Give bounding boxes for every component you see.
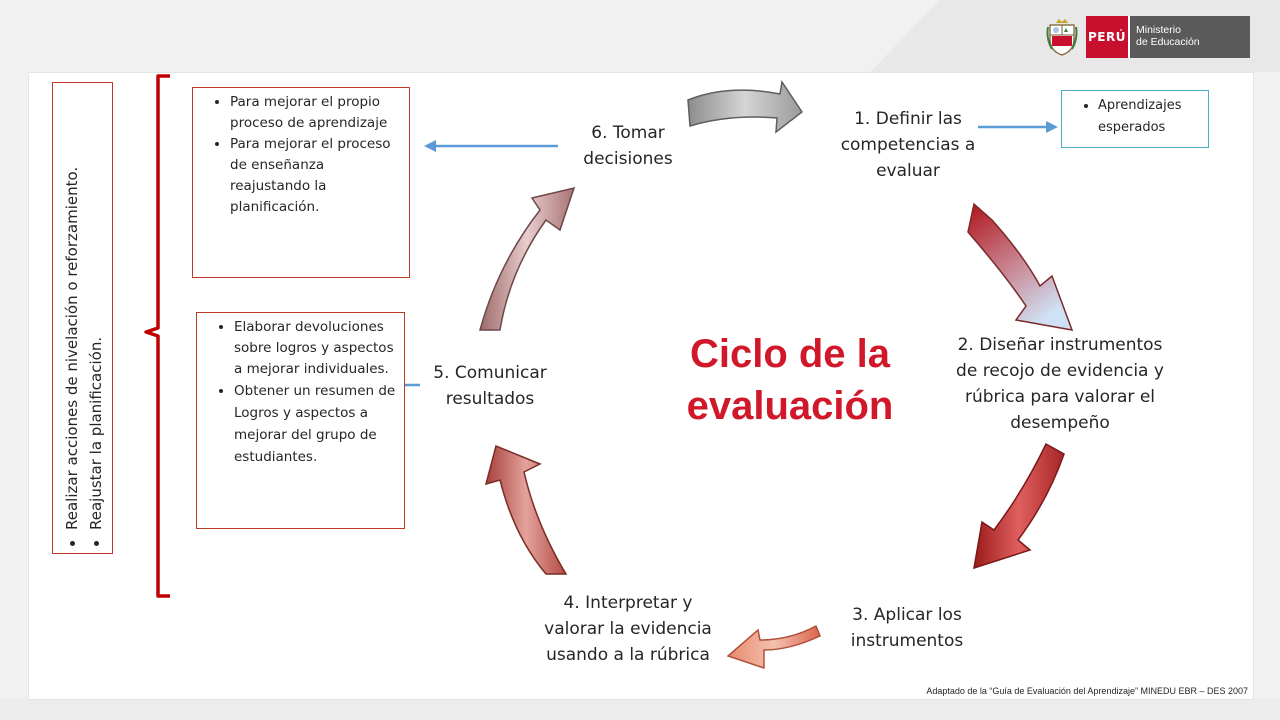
results-item: • Elaborar devoluciones sobre logros y aspectos a mejorar individuales. (234, 317, 396, 380)
step-4-line-2: valorar la evidencia (544, 619, 712, 639)
step-1-line-3: evaluar (876, 161, 940, 181)
decisions-box (192, 87, 410, 278)
step-2-line-3: rúbrica para valorar el (964, 387, 1156, 407)
cycle-title-line-1: Ciclo de la (689, 332, 891, 376)
left-brace (146, 76, 170, 596)
vertical-action-item: • Reajustar la planificación. (84, 76, 108, 530)
arrow-step4-to-step5 (486, 446, 566, 574)
arrow-step1-to-step2 (968, 204, 1072, 330)
step-3-line-1: 3. Aplicar los (852, 605, 962, 625)
step-2-label (930, 332, 1190, 436)
step-5-line-1: 5. Comunicar (433, 363, 547, 383)
step-5-line-2: resultados (445, 389, 535, 409)
results-box (196, 312, 405, 529)
expected-learning-box (1061, 90, 1209, 148)
step-6-line-1: 6. Tomar (591, 123, 665, 143)
vertical-actions-text (60, 76, 108, 548)
step-1-label (818, 106, 998, 184)
arrow-step6-to-step1 (688, 82, 802, 132)
step-4-line-1: 4. Interpretar y (563, 593, 693, 613)
step-6-label (560, 120, 696, 172)
ministry-line-1: Ministerio (1136, 24, 1181, 36)
ministry-line-2: de Educación (1136, 36, 1200, 48)
connector-step1-arrowhead (1046, 121, 1058, 133)
decisions-item: • Para mejorar el proceso de enseñanza reajustando la planificación. (230, 134, 401, 218)
expected-learning-item: • Aprendizajes esperados (1098, 95, 1200, 139)
cycle-title-line-2: evaluación (686, 384, 894, 428)
arrow-step3-to-step4 (728, 626, 820, 668)
arrow-step2-to-step3 (974, 444, 1064, 568)
arrow-step5-to-step6 (480, 188, 574, 330)
vertical-action-item: • Realizar acciones de nivelación o reforzamiento. (60, 76, 84, 530)
results-item: • Obtener un resumen de Logros y aspectos a mejorar del grupo de estudiantes. (234, 380, 396, 468)
step-5-label (412, 360, 568, 412)
step-3-label (822, 602, 992, 654)
source-credit: Adaptado de la “Guía de Evaluación del Aprendizaje” MINEDU EBR – DES 2007 (926, 686, 1248, 696)
step-2-line-2: de recojo de evidencia y (956, 361, 1164, 381)
connector-step6-arrowhead (424, 140, 436, 152)
step-2-line-4: desempeño (1010, 413, 1110, 433)
peru-label: PERÚ (1086, 16, 1128, 58)
step-6-line-2: decisiones (583, 149, 673, 169)
step-2-line-1: 2. Diseñar instrumentos (957, 335, 1163, 355)
step-1-line-2: competencias a (840, 135, 976, 155)
step-4-label (520, 590, 736, 668)
step-1-line-1: 1. Definir las (854, 109, 962, 129)
step-4-line-3: usando a la rúbrica (546, 645, 710, 665)
decisions-item: • Para mejorar el propio proceso de aprendizaje (230, 92, 401, 134)
cycle-title (672, 328, 908, 432)
step-3-line-2: instrumentos (850, 631, 964, 651)
